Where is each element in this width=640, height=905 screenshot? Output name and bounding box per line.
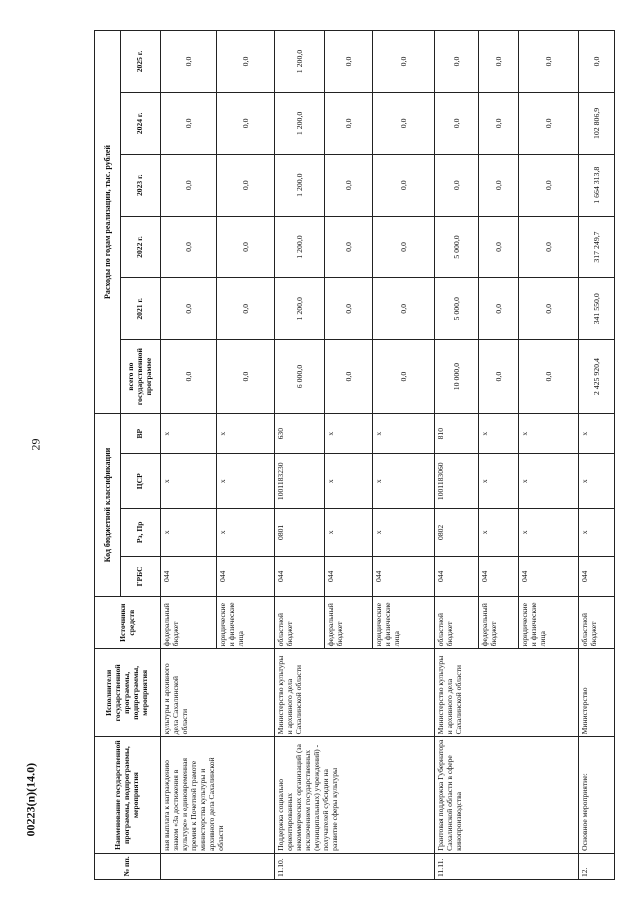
cell-grbs: 044	[579, 556, 615, 596]
cell-2022: 0,0	[161, 216, 217, 278]
budget-table	[94, 30, 615, 880]
cell-csr: х	[479, 454, 519, 509]
cell-no: 11.11.	[435, 853, 579, 879]
cell-2024: 0,0	[373, 92, 435, 154]
cell-2021: 0,0	[373, 278, 435, 340]
cell-source: областной бюджет	[275, 597, 325, 649]
cell-2023: 1 664 313,8	[579, 154, 615, 216]
cell-rzpr: х	[479, 509, 519, 557]
header-grbs: ГРБС	[121, 556, 161, 596]
cell-grbs: 044	[435, 556, 479, 596]
cell-2023: 0,0	[519, 154, 579, 216]
cell-executor: Министерство культуры и архивного дела Сахалинской области	[275, 649, 435, 737]
cell-rzpr: х	[579, 509, 615, 557]
header-kbk: Код бюджетной классификации	[95, 413, 121, 596]
cell-2021: 5 000,0	[435, 278, 479, 340]
cell-vr: х	[579, 413, 615, 453]
cell-2023: 0,0	[161, 154, 217, 216]
table-row	[579, 31, 615, 880]
table-row	[161, 31, 217, 880]
cell-2021: 0,0	[479, 278, 519, 340]
cell-csr: х	[217, 454, 275, 509]
table-body	[161, 31, 615, 880]
cell-2023: 0,0	[435, 154, 479, 216]
cell-csr: х	[579, 454, 615, 509]
cell-2024: 0,0	[435, 92, 479, 154]
cell-2021: 0,0	[217, 278, 275, 340]
cell-rzpr: х	[373, 509, 435, 557]
cell-executor: культуры и архивного дела Сахалинской области	[161, 649, 275, 737]
cell-2025: 0,0	[519, 31, 579, 93]
cell-executor: Министерство	[579, 649, 615, 737]
cell-total: 0,0	[479, 340, 519, 414]
cell-source: федеральный бюджет	[161, 597, 217, 649]
cell-2025: 0,0	[161, 31, 217, 93]
header-2023: 2023 г.	[121, 154, 161, 216]
cell-2022: 0,0	[479, 216, 519, 278]
cell-total: 0,0	[519, 340, 579, 414]
cell-vr: 630	[275, 413, 325, 453]
cell-source: областной бюджет	[579, 597, 615, 649]
cell-total: 2 425 920,4	[579, 340, 615, 414]
cell-2025: 0,0	[479, 31, 519, 93]
header-expenses: Расходы по годам реализации, тыс. рублей	[95, 31, 121, 414]
cell-csr: х	[519, 454, 579, 509]
cell-2025: 0,0	[579, 31, 615, 93]
cell-grbs: 044	[325, 556, 373, 596]
cell-grbs: 044	[479, 556, 519, 596]
cell-source: юридические и физические лица	[217, 597, 275, 649]
cell-source: юридические и физические лица	[373, 597, 435, 649]
cell-2023: 0,0	[217, 154, 275, 216]
cell-name: ная выплата к награждению знаком «За достижения в культуре» и единовременная премия к Почетной грамоте министерства культуры и архивного дела Сахалинской области	[161, 737, 275, 854]
table-row	[435, 31, 479, 880]
cell-source: федеральный бюджет	[325, 597, 373, 649]
cell-2022: 0,0	[373, 216, 435, 278]
cell-rzpr: 0802	[435, 509, 479, 557]
cell-2025: 0,0	[373, 31, 435, 93]
cell-vr: х	[373, 413, 435, 453]
page-number: 29	[28, 438, 43, 451]
table-row	[275, 31, 325, 880]
header-rzpr: Рз, Пр	[121, 509, 161, 557]
document-code: 00223(n)(14.0)	[23, 762, 38, 837]
cell-rzpr: х	[325, 509, 373, 557]
cell-name: Грантовая поддержка Губернатора Сахалинской области в сфере кинопроизводства	[435, 737, 579, 854]
header-csr: ЦСР	[121, 454, 161, 509]
cell-no: 12.	[579, 853, 615, 879]
cell-grbs: 044	[161, 556, 217, 596]
cell-2022: 5 000,0	[435, 216, 479, 278]
header-source: Источники средств	[95, 597, 161, 649]
cell-2024: 0,0	[325, 92, 373, 154]
cell-2021: 341 550,0	[579, 278, 615, 340]
cell-name: Поддержка социально ориентированных некоммерческих организаций (за исключением государственных (муниципальных) учреждений) - получателей субсидии на развитие сферы культуры	[275, 737, 435, 854]
cell-2021: 0,0	[325, 278, 373, 340]
cell-2024: 1 200,0	[275, 92, 325, 154]
table-header	[95, 31, 161, 880]
header-vr: ВР	[121, 413, 161, 453]
cell-total: 0,0	[161, 340, 217, 414]
header-2025: 2025 г.	[121, 31, 161, 93]
cell-rzpr: х	[217, 509, 275, 557]
cell-csr: х	[161, 454, 217, 509]
cell-total: 10 000,0	[435, 340, 479, 414]
cell-2025: 1 200,0	[275, 31, 325, 93]
cell-total: 0,0	[373, 340, 435, 414]
cell-rzpr: х	[161, 509, 217, 557]
cell-2022: 0,0	[217, 216, 275, 278]
cell-2024: 0,0	[479, 92, 519, 154]
header-executor: Исполнители государственной программы, подпрограммы, мероприятия	[95, 649, 161, 737]
header-2024: 2024 г.	[121, 92, 161, 154]
cell-rzpr: х	[519, 509, 579, 557]
cell-total: 0,0	[217, 340, 275, 414]
cell-2025: 0,0	[435, 31, 479, 93]
cell-2024: 102 806,9	[579, 92, 615, 154]
cell-2025: 0,0	[325, 31, 373, 93]
header-no: № пп.	[95, 853, 161, 879]
cell-csr: 1001183230	[275, 454, 325, 509]
cell-2023: 0,0	[325, 154, 373, 216]
header-name: Наименование государственной программы, подпрограммы, мероприятия	[95, 737, 161, 854]
cell-executor: Министерство культуры и архивного дела Сахалинской области	[435, 649, 579, 737]
cell-grbs: 044	[519, 556, 579, 596]
cell-grbs: 044	[217, 556, 275, 596]
cell-2024: 0,0	[519, 92, 579, 154]
cell-vr: х	[479, 413, 519, 453]
cell-2022: 0,0	[519, 216, 579, 278]
cell-source: юридические и физические лица	[519, 597, 579, 649]
cell-source: федеральный бюджет	[479, 597, 519, 649]
cell-total: 6 000,0	[275, 340, 325, 414]
cell-csr: х	[373, 454, 435, 509]
cell-total: 0,0	[325, 340, 373, 414]
cell-no: 11.10.	[275, 853, 435, 879]
cell-2022: 0,0	[325, 216, 373, 278]
cell-vr: х	[217, 413, 275, 453]
cell-grbs: 044	[275, 556, 325, 596]
cell-2022: 1 200,0	[275, 216, 325, 278]
cell-2023: 1 200,0	[275, 154, 325, 216]
cell-rzpr: 0801	[275, 509, 325, 557]
header-total: всего по государственной программе	[121, 340, 161, 414]
cell-2021: 0,0	[519, 278, 579, 340]
cell-vr: 810	[435, 413, 479, 453]
cell-csr: 1001183060	[435, 454, 479, 509]
cell-2023: 0,0	[479, 154, 519, 216]
header-2022: 2022 г.	[121, 216, 161, 278]
rotated-document	[94, 30, 614, 880]
cell-no	[161, 853, 275, 879]
cell-2024: 0,0	[161, 92, 217, 154]
cell-vr: х	[325, 413, 373, 453]
cell-2022: 317 249,7	[579, 216, 615, 278]
cell-grbs: 044	[373, 556, 435, 596]
cell-2025: 0,0	[217, 31, 275, 93]
cell-2021: 0,0	[161, 278, 217, 340]
cell-vr: х	[161, 413, 217, 453]
cell-2023: 0,0	[373, 154, 435, 216]
cell-vr: х	[519, 413, 579, 453]
cell-source: областной бюджет	[435, 597, 479, 649]
cell-2021: 1 200,0	[275, 278, 325, 340]
cell-csr: х	[325, 454, 373, 509]
cell-name: Основное мероприятие:	[579, 737, 615, 854]
cell-2024: 0,0	[217, 92, 275, 154]
header-2021: 2021 г.	[121, 278, 161, 340]
